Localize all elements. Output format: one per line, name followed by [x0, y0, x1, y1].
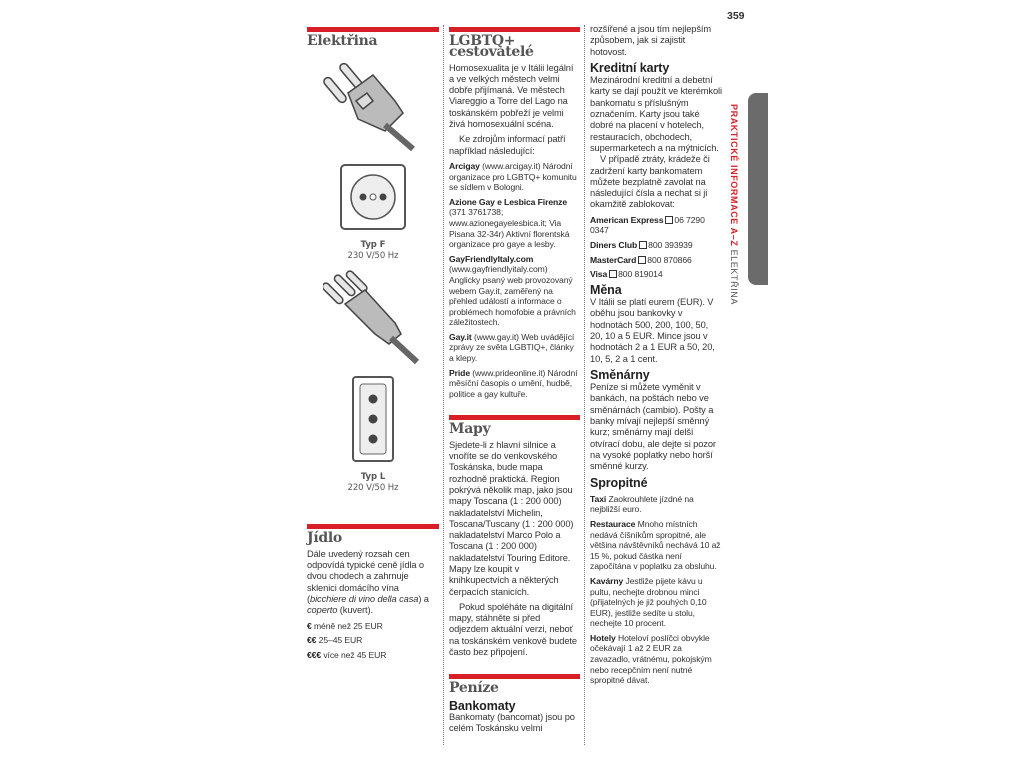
plug-spec: 230 V/50 Hz — [347, 250, 399, 261]
phone-name: Visa — [590, 269, 608, 280]
listing-name: Azione Gay e Lesbica Firenze — [449, 196, 568, 207]
paragraph: Homosexualita je v Itálii legální a ve velkých městech velmi dobře přijímaná. Ve městech Viareggio a Torre del Lago na toskánském pobřeží je velmi živá homosexuální scéna. — [449, 62, 574, 130]
text: bicchiere di vino della casa — [310, 593, 419, 604]
plug-type: Typ F — [360, 239, 386, 250]
socket-f-illustration — [307, 163, 439, 234]
plug-f-icon — [323, 53, 423, 153]
food-intro — [307, 549, 439, 617]
socket-l-icon — [351, 375, 395, 463]
price-text: 25–45 EUR — [318, 635, 363, 646]
phone-number: 06 7290 0347 — [590, 214, 705, 236]
plug-l-icon — [323, 268, 423, 366]
section-bar — [307, 524, 439, 529]
paragraph: Mezinárodní kreditní a debetní karty se dají použít ve kterémkoli bankomatu s příslušným označením. Karty jsou také dobré na placení v hotelech, restauracích, obchodech, supermarketech a na mýtnicích. — [590, 75, 722, 153]
price-text: méně než 25 EUR — [313, 620, 383, 631]
plug-spec: 220 V/50 Hz — [347, 483, 399, 494]
tip-entry — [590, 633, 722, 686]
phone-name: Diners Club — [590, 239, 638, 250]
text: ) a — [418, 593, 429, 604]
heading-electricity: Elektřina — [307, 33, 378, 49]
price-symbol: €€ — [307, 635, 317, 646]
tip-entry — [590, 494, 722, 515]
tip-entry — [590, 576, 722, 629]
tip-text: Hoteloví poslíčci obvykle očekávají 1 až 2 EUR za zavazadlo, vrátnému, pokojským nebo recepčním není nutné spropitné dávat. — [590, 632, 712, 686]
section-thumb-tab — [748, 93, 768, 285]
paragraph: Ke zdrojům informací patří například následující: — [449, 134, 566, 156]
tip-text: Mnoho místních nedává číšníkům spropitné, ale většina návštěvníků nechává 10 až 15 %, pokud částka není započítána v poplatku za obsluhu. — [590, 518, 721, 572]
listing-text: (371 3761738; www.azionegayelesbica.it; Via Pisana 32-34r) Aktivní florentská organizace pro gaye a lesby. — [449, 207, 570, 250]
price-symbol: €€€ — [307, 649, 322, 660]
phone-number: 800 819014 — [618, 269, 663, 280]
phone-number: 800 393939 — [648, 239, 693, 250]
section-title: PRAKTICKÉ INFORMACE A–Z — [729, 104, 739, 247]
listing — [449, 368, 580, 400]
paragraph: Bankomaty (bancomat) jsou po celém Toskánsku velmi — [449, 711, 575, 734]
phone-name: MasterCard — [590, 254, 637, 265]
paragraph: V případě ztráty, krádeže či zadržení karty bankomatem můžete bezplatně zavolat na následující čísla a nechat si ji okamžitě zablokovat: — [590, 154, 710, 210]
listing-name: Gay.it — [449, 331, 472, 342]
phone-number: 800 870866 — [647, 254, 692, 265]
paragraph: Pokud spoléháte na digitální mapy, stáhněte si před odjezdem aktuální verzi, neboť na toskánském venkově budete často bez připojení. — [449, 601, 577, 658]
price-range — [307, 650, 439, 661]
phone-name: American Express — [590, 214, 664, 225]
tip-name: Taxi — [590, 493, 607, 504]
heading-maps: Mapy — [449, 421, 491, 438]
tip-text: Jestliže pijete kávu u pultu, nechejte drobnou minci (přijatelných je již pouhých 0,10 EUR), jestliže sedíte u stolu, nechejte 10 procent. — [590, 575, 707, 629]
page-number: 359 — [727, 10, 745, 22]
phone-icon — [609, 270, 617, 278]
tip-text: Zaokrouhlete jízdné na nejbližší euro. — [590, 493, 694, 515]
column-divider — [443, 25, 444, 745]
tip-name: Restaurace — [590, 518, 636, 529]
plug-l-illustration — [307, 268, 439, 369]
price-range — [307, 635, 439, 646]
tip-entry — [590, 519, 722, 572]
section-bar — [307, 27, 439, 32]
listing — [449, 161, 580, 193]
plug-f-caption — [307, 240, 439, 262]
plug-f-illustration — [307, 53, 439, 156]
listing-text: (www.gayfriendlyitaly.com) Anglicky psaný web provozovaný webem Gay.it, zaměřený na přehled událostí a informace o problémech homofobie a právních záležitostech. — [449, 264, 576, 328]
subheading-atm: Bankomaty — [449, 698, 516, 713]
column-3 — [590, 24, 722, 690]
column-1 — [307, 27, 439, 664]
subheading-exchange: Směnárny — [590, 367, 650, 382]
phone-icon — [638, 256, 646, 264]
heading-lgbt: LGBTQ+ cestovatelé — [449, 33, 534, 61]
listing — [449, 197, 580, 250]
listing — [449, 332, 580, 364]
socket-l-illustration — [307, 375, 439, 466]
column-divider — [584, 25, 585, 745]
text: coperto — [307, 605, 338, 616]
subheading-currency: Měna — [590, 282, 622, 297]
column-2 — [449, 27, 580, 739]
phone-entry — [590, 255, 722, 266]
plug-type: Typ L — [360, 472, 386, 483]
topic-title: ELEKTŘINA — [729, 249, 739, 305]
phone-entry — [590, 240, 722, 251]
phone-icon — [665, 216, 673, 224]
socket-f-icon — [339, 163, 407, 231]
plug-l-caption — [307, 472, 439, 494]
listing — [449, 254, 580, 328]
paragraph: Peníze si můžete vyměnit v bankách, na poštách nebo ve směnárnách (cambio). Pošty a banky mívají nejlepší směnný kurz; směnárny mají delší otvírací dobu, ale dejte si pozor na vysoké poplatky nebo horší směnné kurzy. — [590, 382, 716, 472]
heading-food: Jídlo — [307, 530, 342, 547]
listing-text: (www.gay.it) Web uvádějící zprávy ze světa LGBTIQ+, články a klepy. — [449, 331, 575, 364]
tip-name: Hotely — [590, 632, 616, 643]
running-header — [729, 104, 739, 305]
phone-icon — [639, 241, 647, 249]
listing-text: (www.prideonline.it) Národní měsíční časopis o umění, hudbě, politice a gay kultuře. — [449, 367, 578, 399]
price-symbol: € — [307, 620, 312, 631]
listing-name: GayFriendlyItaly.com — [449, 253, 534, 264]
paragraph: rozšířené a jsou tím nejlepším způsobem, jak si zajistit hotovost. — [590, 24, 712, 57]
price-text: více než 45 EUR — [323, 649, 387, 660]
phone-entry — [590, 215, 722, 236]
paragraph: V Itálii se platí eurem (EUR). V oběhu jsou bankovky v hodnotách 500, 200, 100, 50, 20, 10 a 5 EUR. Mince jsou v hodnotách 2 a 1 EUR a 50, 20, 10, 5, 2 a 1 cent. — [590, 297, 715, 364]
text: Dále uvedený rozsah cen odpovídá typické ceně jídla o dvou chodech a zahrnuje sklenici domácího vína ( — [307, 548, 425, 604]
section-bar — [449, 674, 580, 679]
phone-entry — [590, 269, 722, 280]
subheading-tipping: Spropitné — [590, 476, 648, 491]
heading-money: Peníze — [449, 680, 499, 697]
section-bar — [449, 415, 580, 420]
listing-text: (www.arcigay.it) Národní organizace pro LGBTQ+ komunitu se sídlem v Bologni. — [449, 160, 577, 193]
section-bar — [449, 27, 580, 32]
listing-name: Arcigay — [449, 160, 480, 171]
tip-name: Kavárny — [590, 575, 624, 586]
subheading-cards: Kreditní karty — [590, 60, 670, 75]
listing-name: Pride — [449, 367, 470, 378]
text: (kuvert). — [337, 605, 373, 616]
price-range — [307, 621, 439, 632]
paragraph: Sjedete-li z hlavní silnice a vnoříte se do venkovského Toskánska, bude mapa rozhodně praktická. Region pokrývá několik map, jako jsou mapy Toscana (1 : 200 000) nakladatelství Michelin, Toscana/Tuscany (1 : 200 000) nakladatelství Marco Polo a Toscana (1 : 200 000) nakladatelství Touring Editore. Mapy lze koupit v knihkupectvích a některých čerpacích stanicích. — [449, 439, 574, 597]
